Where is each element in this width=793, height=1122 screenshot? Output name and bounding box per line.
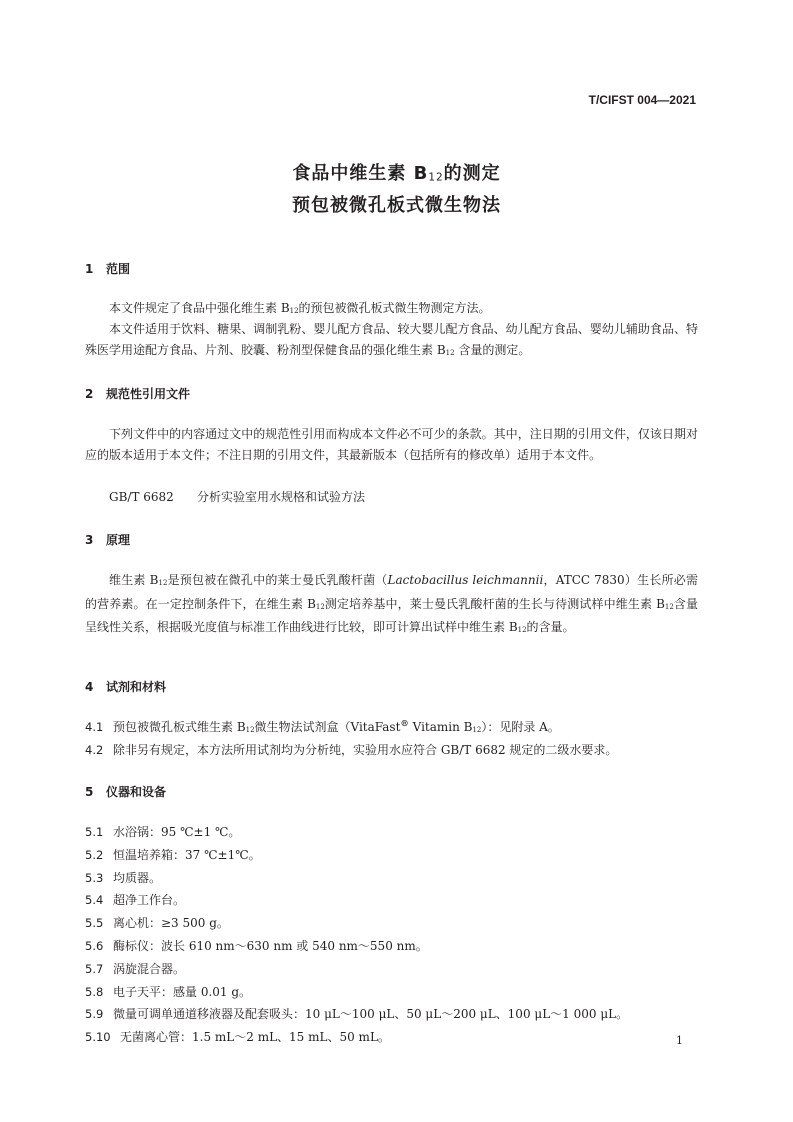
principle-paragraph: 维生素 $B_{12}$是预包被在微孔中的莱士曼氏乳酸杆菌（Lactobacillus leichmannii，ATCC 7830）生长所必需的营养素。在一定控制条件下，在维生素 $B_{12}$测定培养基中，莱士曼氏乳酸杆菌的生长与待测试样中维生素 $B_{12}$含量呈线性关系，根据吸光度值与标准工作曲线进行比较，即可计算出试样中维生素 $B_{12}$的含量。 (85, 573, 698, 635)
apparatus-item: 5.4 超净工作台。 (85, 893, 186, 907)
section-heading-normative-references: 2 规范性引用文件 (85, 387, 191, 401)
section-heading-apparatus: 5 仪器和设备 (85, 785, 167, 799)
section-heading-reagents: 4 试剂和材料 (85, 680, 167, 694)
document-title (0, 160, 793, 219)
apparatus-item: 5.9 微量可调单通道移液器及配套吸头：10 μL～100 μL、50 μL～200 μL、100 μL～1 000 μL。 (85, 1007, 629, 1021)
apparatus-item: 5.8 电子天平：感量 0.01 g。 (85, 985, 252, 999)
reagent-item-4-2: 4.2 除非另有规定，本方法所用试剂均为分析纯，实验用水应符合 GB/T 6682 规定的二级水要求。 (85, 743, 618, 757)
apparatus-item: 5.2 恒温培养箱：37 ℃±1℃。 (85, 848, 261, 862)
document-code: T/CIFST 004—2021 (588, 93, 696, 107)
page-number: 1 (676, 1034, 683, 1047)
scope-paragraph-1: 本文件规定了食品中强化维生素 $B_{12}$的预包被微孔板式微生物测定方法。 (109, 301, 491, 316)
normative-references-paragraph: 下列文件中的内容通过文中的规范性引用而构成本文件必不可少的条款。其中，注日期的引用文件，仅该日期对应的版本适用于本文件；不注日期的引用文件，其最新版本（包括所有的修改单）适用于本文件。 (85, 427, 698, 462)
apparatus-item: 5.3 均质器。 (85, 871, 162, 885)
apparatus-item: 5.6 酶标仪：波长 610 nm～630 nm 或 540 nm～550 nm。 (85, 939, 428, 953)
apparatus-item: 5.5 离心机：≥3 500 g。 (85, 916, 229, 930)
section-heading-scope: 1 范围 (85, 262, 131, 276)
scope-paragraph-2: 本文件适用于饮料、糖果、调制乳粉、婴儿配方食品、较大婴儿配方食品、幼儿配方食品、婴幼儿辅助食品、特殊医学用途配方食品、片剂、胶囊、粉剂型保健食品的强化维生素 $B_{12}$ 含量的测定。 (85, 322, 698, 357)
section-heading-principle: 3 原理 (85, 533, 131, 547)
title-line-1: 食品中维生素 B12的测定 (292, 163, 501, 184)
title-line-2: 预包被微孔板式微生物法 (292, 194, 501, 216)
apparatus-item: 5.1 水浴锅：95 ℃±1 ℃。 (85, 825, 241, 839)
apparatus-item: 5.10 无菌离心管：1.5 mL～2 mL、15 mL、50 mL。 (85, 1030, 390, 1044)
reference-entry: GB/T 6682 分析实验室用水规格和试验方法 (109, 490, 366, 504)
reagent-item-4-1: 4.1 预包被微孔板式维生素 $B_{12}$微生物法试剂盒（VitaFast® Vitamin $B_{12}$）：见附录 A。 (85, 718, 560, 735)
apparatus-item: 5.7 涡旋混合器。 (85, 962, 186, 976)
